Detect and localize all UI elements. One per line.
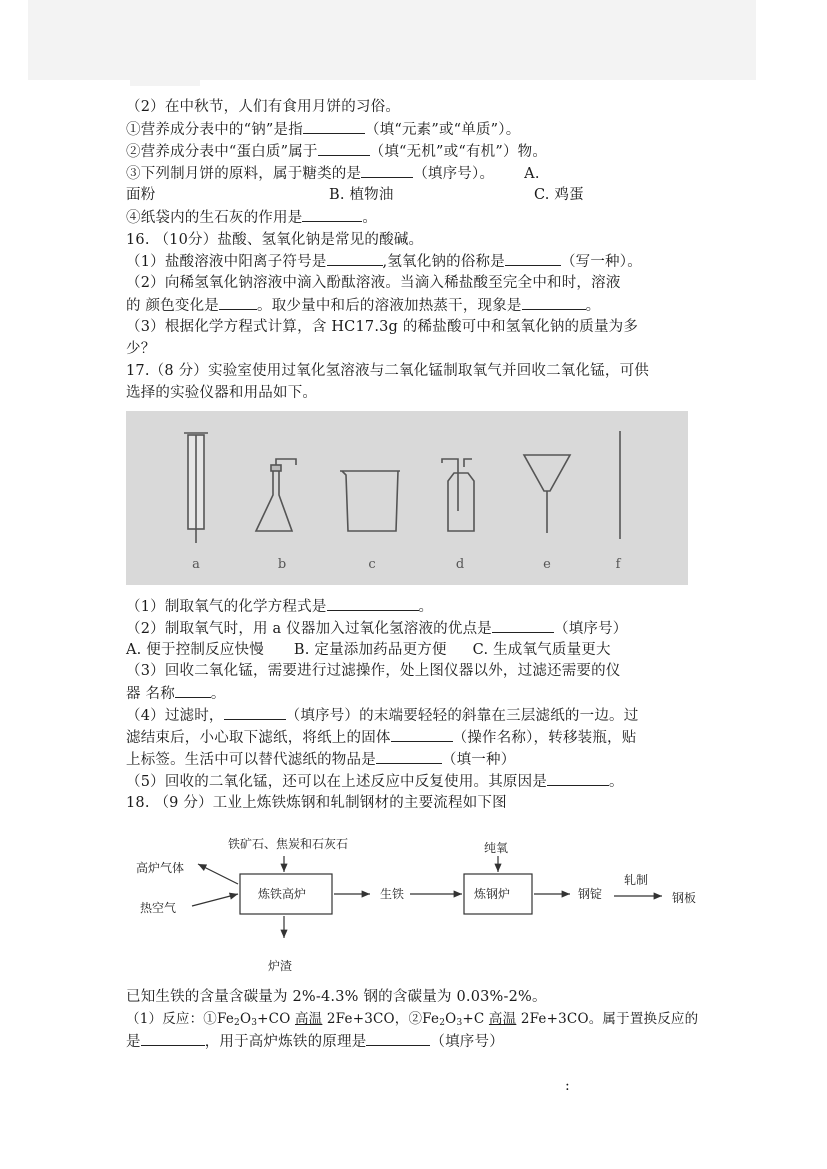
flow-steel-furnace: 炼钢炉 <box>474 887 511 901</box>
text-line: 是 ，用于高炉炼铁的原理是 （填序号） <box>126 1031 716 1052</box>
answer-blank[interactable] <box>505 251 561 266</box>
instrument-b-icon <box>256 459 296 531</box>
text-line: ②营养成分表中“蛋白质”属于 （填“无机”或“有机”）物。 <box>126 141 716 162</box>
text-line: A. 便于控制反应快慢 B. 定量添加药品更方便 C. 生成氧气质量更大 <box>126 642 611 658</box>
answer-blank[interactable] <box>175 683 211 698</box>
instrument-label: b <box>277 557 287 572</box>
answer-blank[interactable] <box>318 141 370 156</box>
instrument-label: a <box>192 557 200 572</box>
text-line: 的 颜色变化是 。取少量中和后的溶液加热蒸干，现象是 。 <box>126 295 716 316</box>
instrument-c-icon <box>340 471 400 531</box>
answer-blank[interactable] <box>141 1031 205 1046</box>
answer-blank[interactable] <box>327 596 419 611</box>
flow-blast-gas: 高炉气体 <box>136 861 185 875</box>
text-line: （3）回收二氧化锰，需要进行过滤操作，处上图仪器以外，过滤还需要的仪 <box>126 663 621 679</box>
answer-blank[interactable] <box>366 1031 430 1046</box>
flow-oxygen: 纯氧 <box>484 841 509 855</box>
instrument-e-icon <box>524 455 570 533</box>
answer-blank[interactable] <box>224 705 286 720</box>
text-line: （2）在中秋节，人们有食用月饼的习俗。 <box>126 99 401 115</box>
flow-ingot: 钢锭 <box>578 887 603 901</box>
answer-blank[interactable] <box>376 749 442 764</box>
text-line: ①营养成分表中的“钠”是指 （填“元素”或“单质”）。 <box>126 119 716 140</box>
instrument-label: c <box>368 557 376 572</box>
answer-blank[interactable] <box>522 295 586 310</box>
flow-pig-iron: 生铁 <box>380 887 405 901</box>
text-line: （2）制取氧气时，用 a 仪器加入过氧化氢溶液的优点是 （填序号） <box>126 618 716 639</box>
instrument-d-icon <box>442 459 474 531</box>
text-line: 少？ <box>126 341 156 357</box>
flow-rolling: 轧制 <box>624 873 649 887</box>
answer-blank[interactable] <box>303 119 365 134</box>
instrument-label: e <box>543 557 551 572</box>
apparatus-drawing <box>126 411 688 585</box>
text-line: 18. （9 分）工业上炼铁炼钢和轧制钢材的主要流程如下图 <box>126 795 507 811</box>
answer-blank[interactable] <box>492 618 554 633</box>
answer-blank[interactable] <box>219 295 257 310</box>
answer-blank[interactable] <box>547 771 609 786</box>
text-line: （3）根据化学方程式计算，含 HC17.3g 的稀盐酸可中和氢氧化钠的质量为多 <box>126 319 639 335</box>
text-line: 16. （10分）盐酸、氢氧化钠是常见的酸碱。 <box>126 232 424 248</box>
text-line: ③下列制月饼的原料，属于糖类的是 （填序号）。 A. <box>126 163 716 184</box>
text-line: 器 名称 。 <box>126 683 716 704</box>
answer-blank[interactable] <box>361 163 413 178</box>
text-line: （2）向稀氢氧化钠溶液中滴入酚酞溶液。当滴入稀盐酸至完全中和时，溶液 <box>126 275 621 291</box>
instrument-label: d <box>455 557 465 572</box>
scan-header-band-tail <box>130 80 200 86</box>
text-line: （5）回收的二氧化锰，还可以在上述反应中反复使用。其原因是 。 <box>126 771 716 792</box>
instrument-a-icon <box>184 433 208 543</box>
answer-blank[interactable] <box>391 727 453 742</box>
flow-raw-materials: 铁矿石、焦炭和石灰石 <box>228 837 349 851</box>
answer-blank[interactable] <box>327 251 383 266</box>
text-line: （1）盐酸溶液中阳离子符号是 ,氢氧化钠的俗称是 （写一种）。 <box>126 251 716 272</box>
instrument-label: f <box>615 557 621 572</box>
text-line: （1）反应：$①Fe_2O_3+CO$ 高温 2Fe+3CO，$②Fe_2O_3+C$ 高温 2Fe+3CO。属于置换反应的 <box>126 1011 699 1028</box>
text-line: 上标签。生活中可以替代滤纸的物品是 （填一种） <box>126 749 716 770</box>
apparatus-figure <box>126 411 688 585</box>
flow-hot-air: 热空气 <box>140 901 177 915</box>
text-line: （4）过滤时， （填序号）的末端要轻轻的斜靠在三层滤纸的一边。过 <box>126 705 716 726</box>
footer-mark: : <box>565 1078 570 1094</box>
text-line: 已知生铁的含量含碳量为 2%-4.3% 钢的含碳量为 0.03%-2%。 <box>126 989 547 1005</box>
text-line: ④纸袋内的生石灰的作用是 。 <box>126 207 716 228</box>
flow-blast-furnace: 炼铁高炉 <box>258 887 307 901</box>
process-flow-diagram <box>126 830 716 980</box>
text-line: 选择的实验仪器和用品如下。 <box>126 385 318 401</box>
text-line: （1）制取氧气的化学方程式是 。 <box>126 596 716 617</box>
scan-header-band <box>28 0 756 80</box>
text-line: 17.（8 分）实验室使用过氧化氢溶液与二氧化锰制取氧气并回收二氧化锰，可供 <box>126 363 649 379</box>
flow-slag: 炉渣 <box>268 959 293 973</box>
text-line: 滤结束后，小心取下滤纸，将纸上的固体 （操作名称），转移装瓶，贴 <box>126 727 716 748</box>
flow-steel-plate: 钢板 <box>672 891 697 905</box>
flow-drawing <box>126 830 716 980</box>
text-line: 面粉 B. 植物油 C. 鸡蛋 <box>126 187 584 203</box>
answer-blank[interactable] <box>302 207 362 222</box>
